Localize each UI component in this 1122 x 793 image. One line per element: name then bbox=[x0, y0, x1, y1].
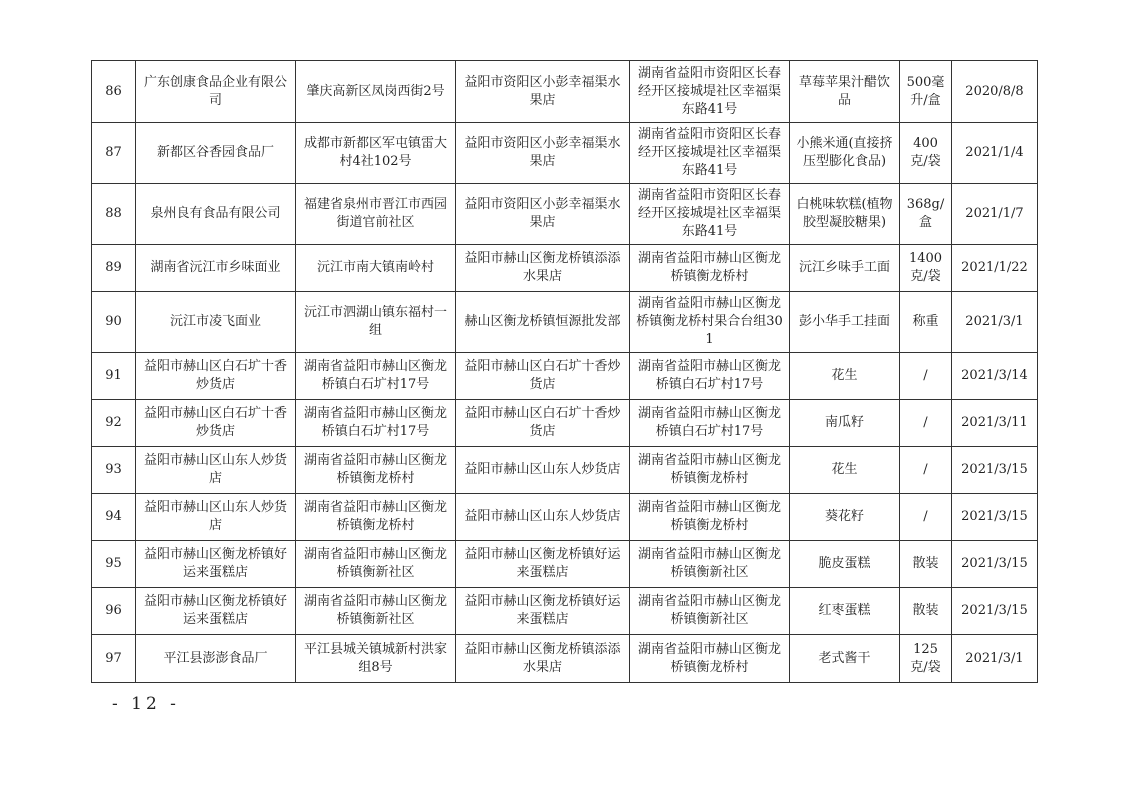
producer-address: 湖南省益阳市赫山区衡龙桥镇白石圹村17号 bbox=[296, 400, 456, 447]
seller-name: 益阳市资阳区小彭幸福渠水果店 bbox=[456, 123, 630, 184]
seller-address: 湖南省益阳市赫山区衡龙桥镇白石圹村17号 bbox=[630, 353, 790, 400]
seller-address: 湖南省益阳市赫山区衡龙桥镇衡龙桥村果合台组301 bbox=[630, 292, 790, 353]
seller-address: 湖南省益阳市赫山区衡龙桥镇衡龙桥村 bbox=[630, 494, 790, 541]
production-date: 2021/1/4 bbox=[952, 123, 1038, 184]
product-spec: / bbox=[900, 353, 952, 400]
producer-name: 广东创康食品企业有限公司 bbox=[136, 61, 296, 123]
product-name: 红枣蛋糕 bbox=[790, 588, 900, 635]
producer-name: 益阳市赫山区衡龙桥镇好运来蛋糕店 bbox=[136, 588, 296, 635]
row-number: 97 bbox=[92, 635, 136, 683]
producer-address: 福建省泉州市晋江市西园街道官前社区 bbox=[296, 184, 456, 245]
product-name: 葵花籽 bbox=[790, 494, 900, 541]
seller-name: 赫山区衡龙桥镇恒源批发部 bbox=[456, 292, 630, 353]
seller-name: 益阳市赫山区衡龙桥镇好运来蛋糕店 bbox=[456, 588, 630, 635]
production-date: 2021/3/1 bbox=[952, 292, 1038, 353]
table-row bbox=[92, 61, 1038, 123]
seller-name: 益阳市资阳区小彭幸福渠水果店 bbox=[456, 61, 630, 123]
producer-name: 泉州良有食品有限公司 bbox=[136, 184, 296, 245]
product-name: 彭小华手工挂面 bbox=[790, 292, 900, 353]
table-row bbox=[92, 541, 1038, 588]
row-number: 92 bbox=[92, 400, 136, 447]
production-date: 2021/3/1 bbox=[952, 635, 1038, 683]
row-number: 87 bbox=[92, 123, 136, 184]
production-date: 2021/3/15 bbox=[952, 494, 1038, 541]
product-name: 南瓜籽 bbox=[790, 400, 900, 447]
product-spec: / bbox=[900, 400, 952, 447]
producer-address: 沅江市泗湖山镇东福村一组 bbox=[296, 292, 456, 353]
producer-address: 成都市新都区军屯镇雷大村4社102号 bbox=[296, 123, 456, 184]
producer-name: 益阳市赫山区白石圹十香炒货店 bbox=[136, 353, 296, 400]
seller-name: 益阳市资阳区小彭幸福渠水果店 bbox=[456, 184, 630, 245]
product-name: 老式酱干 bbox=[790, 635, 900, 683]
production-date: 2021/3/11 bbox=[952, 400, 1038, 447]
production-date: 2020/8/8 bbox=[952, 61, 1038, 123]
producer-address: 湖南省益阳市赫山区衡龙桥镇衡龙桥村 bbox=[296, 447, 456, 494]
producer-name: 沅江市凌飞面业 bbox=[136, 292, 296, 353]
seller-name: 益阳市赫山区白石圹十香炒货店 bbox=[456, 400, 630, 447]
row-number: 94 bbox=[92, 494, 136, 541]
product-name: 沅江乡味手工面 bbox=[790, 245, 900, 292]
seller-name: 益阳市赫山区山东人炒货店 bbox=[456, 494, 630, 541]
seller-address: 湖南省益阳市赫山区衡龙桥镇白石圹村17号 bbox=[630, 400, 790, 447]
product-spec: 散装 bbox=[900, 588, 952, 635]
product-spec: 500毫升/盒 bbox=[900, 61, 952, 123]
producer-name: 新都区谷香园食品厂 bbox=[136, 123, 296, 184]
table-row bbox=[92, 353, 1038, 400]
page-number: - 12 - bbox=[112, 694, 180, 714]
row-number: 95 bbox=[92, 541, 136, 588]
product-name: 草莓苹果汁醋饮品 bbox=[790, 61, 900, 123]
product-spec: 400克/袋 bbox=[900, 123, 952, 184]
seller-address: 湖南省益阳市赫山区衡龙桥镇衡龙桥村 bbox=[630, 447, 790, 494]
production-date: 2021/3/14 bbox=[952, 353, 1038, 400]
producer-address: 湖南省益阳市赫山区衡龙桥镇衡龙桥村 bbox=[296, 494, 456, 541]
producer-name: 益阳市赫山区山东人炒货店 bbox=[136, 447, 296, 494]
producer-name: 湖南省沅江市乡味面业 bbox=[136, 245, 296, 292]
table-row bbox=[92, 588, 1038, 635]
producer-address: 肇庆高新区凤岗西街2号 bbox=[296, 61, 456, 123]
producer-address: 湖南省益阳市赫山区衡龙桥镇衡新社区 bbox=[296, 541, 456, 588]
product-name: 脆皮蛋糕 bbox=[790, 541, 900, 588]
seller-address: 湖南省益阳市资阳区长春经开区接城堤社区幸福渠东路41号 bbox=[630, 184, 790, 245]
row-number: 86 bbox=[92, 61, 136, 123]
row-number: 93 bbox=[92, 447, 136, 494]
seller-address: 湖南省益阳市赫山区衡龙桥镇衡龙桥村 bbox=[630, 635, 790, 683]
product-name: 小熊米通(直接挤压型膨化食品) bbox=[790, 123, 900, 184]
seller-name: 益阳市赫山区白石圹十香炒货店 bbox=[456, 353, 630, 400]
production-date: 2021/3/15 bbox=[952, 447, 1038, 494]
product-spec: 368g/盒 bbox=[900, 184, 952, 245]
seller-address: 湖南省益阳市资阳区长春经开区接城堤社区幸福渠东路41号 bbox=[630, 61, 790, 123]
product-spec: 称重 bbox=[900, 292, 952, 353]
product-spec: 125克/袋 bbox=[900, 635, 952, 683]
product-spec: / bbox=[900, 494, 952, 541]
producer-address: 平江县城关镇城新村洪家组8号 bbox=[296, 635, 456, 683]
table-row bbox=[92, 447, 1038, 494]
producer-name: 益阳市赫山区白石圹十香炒货店 bbox=[136, 400, 296, 447]
product-name: 花生 bbox=[790, 447, 900, 494]
producer-name: 益阳市赫山区衡龙桥镇好运来蛋糕店 bbox=[136, 541, 296, 588]
table-row bbox=[92, 184, 1038, 245]
seller-name: 益阳市赫山区衡龙桥镇添添水果店 bbox=[456, 245, 630, 292]
table-row bbox=[92, 494, 1038, 541]
row-number: 91 bbox=[92, 353, 136, 400]
sampling-results-table bbox=[91, 60, 1038, 683]
product-name: 花生 bbox=[790, 353, 900, 400]
row-number: 89 bbox=[92, 245, 136, 292]
seller-address: 湖南省益阳市赫山区衡龙桥镇衡新社区 bbox=[630, 541, 790, 588]
table-row bbox=[92, 400, 1038, 447]
seller-address: 湖南省益阳市赫山区衡龙桥镇衡龙桥村 bbox=[630, 245, 790, 292]
seller-name: 益阳市赫山区衡龙桥镇添添水果店 bbox=[456, 635, 630, 683]
table-row bbox=[92, 123, 1038, 184]
row-number: 96 bbox=[92, 588, 136, 635]
row-number: 90 bbox=[92, 292, 136, 353]
production-date: 2021/3/15 bbox=[952, 588, 1038, 635]
table-row bbox=[92, 292, 1038, 353]
product-spec: 散装 bbox=[900, 541, 952, 588]
producer-name: 平江县澎澎食品厂 bbox=[136, 635, 296, 683]
table-row bbox=[92, 245, 1038, 292]
producer-name: 益阳市赫山区山东人炒货店 bbox=[136, 494, 296, 541]
seller-address: 湖南省益阳市赫山区衡龙桥镇衡新社区 bbox=[630, 588, 790, 635]
seller-name: 益阳市赫山区山东人炒货店 bbox=[456, 447, 630, 494]
producer-address: 湖南省益阳市赫山区衡龙桥镇白石圹村17号 bbox=[296, 353, 456, 400]
production-date: 2021/1/22 bbox=[952, 245, 1038, 292]
table-row bbox=[92, 635, 1038, 683]
product-name: 白桃味软糕(植物胶型凝胶糖果) bbox=[790, 184, 900, 245]
product-spec: 1400克/袋 bbox=[900, 245, 952, 292]
product-spec: / bbox=[900, 447, 952, 494]
seller-name: 益阳市赫山区衡龙桥镇好运来蛋糕店 bbox=[456, 541, 630, 588]
row-number: 88 bbox=[92, 184, 136, 245]
production-date: 2021/1/7 bbox=[952, 184, 1038, 245]
producer-address: 沅江市南大镇南岭村 bbox=[296, 245, 456, 292]
producer-address: 湖南省益阳市赫山区衡龙桥镇衡新社区 bbox=[296, 588, 456, 635]
production-date: 2021/3/15 bbox=[952, 541, 1038, 588]
seller-address: 湖南省益阳市资阳区长春经开区接城堤社区幸福渠东路41号 bbox=[630, 123, 790, 184]
